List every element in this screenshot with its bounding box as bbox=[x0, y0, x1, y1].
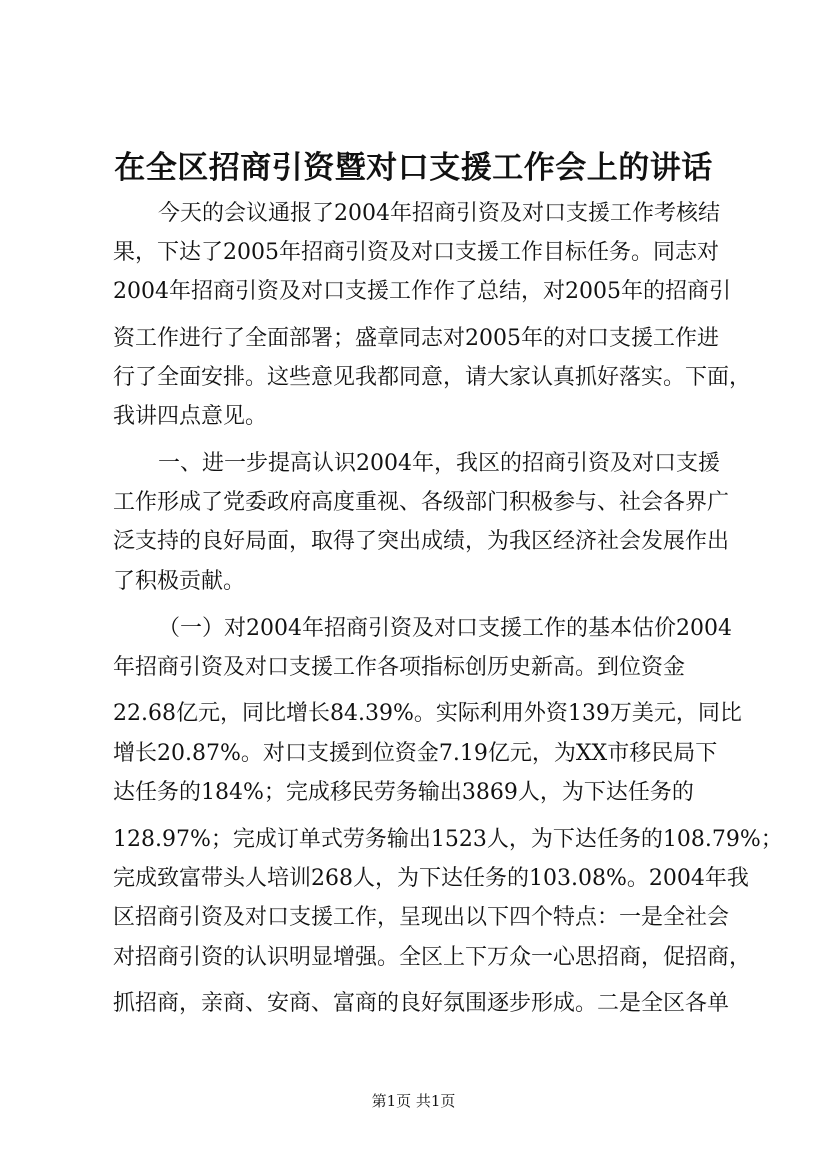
body-line: 一、进一步提高认识2004年，我区的招商引资及对口支援 bbox=[158, 451, 720, 476]
body-line: 工作形成了党委政府高度重视、各级部门积极参与、社会各界广 bbox=[113, 490, 730, 515]
body-line: 达任务的184%；完成移民劳务输出3869人，为下达任务的 bbox=[113, 780, 694, 805]
document-title: 在全区招商引资暨对口支援工作会上的讲话 bbox=[114, 150, 713, 186]
body-line: 今天的会议通报了2004年招商引资及对口支援工作考核结 bbox=[158, 201, 720, 226]
body-line: 128.97%；完成订单式劳务输出1523人，为下达任务的108.79%； bbox=[113, 827, 783, 852]
body-line: 泛支持的良好局面，取得了突出成绩，为我区经济社会发展作出 bbox=[113, 529, 730, 554]
body-line: 22.68亿元，同比增长84.39%。实际利用外资139万美元，同比 bbox=[113, 701, 742, 726]
body-line: 果，下达了2005年招商引资及对口支援工作目标任务。同志对 bbox=[113, 240, 719, 265]
body-line: 对招商引资的认识明显增强。全区上下万众一心思招商，促招商， bbox=[113, 945, 752, 970]
body-line: 了积极贡献。 bbox=[113, 569, 246, 594]
body-line: 2004年招商引资及对口支援工作作了总结，对2005年的招商引 bbox=[113, 279, 731, 304]
body-line: 增长20.87%。对口支援到位资金7.19亿元，为XX市移民局下 bbox=[113, 741, 718, 766]
body-line: 年招商引资及对口支援工作各项指标创历史新高。到位资金 bbox=[113, 655, 686, 680]
page-number: 第1页 共1页 bbox=[371, 1092, 456, 1110]
body-line: 完成致富带头人培训268人，为下达任务的103.08%。2004年我 bbox=[113, 866, 749, 891]
body-line: 区招商引资及对口支援工作，呈现出以下四个特点：一是全社会 bbox=[113, 905, 730, 930]
body-line: 行了全面安排。这些意见我都同意，请大家认真抓好落实。下面， bbox=[113, 365, 752, 390]
body-line: （一）对2004年招商引资及对口支援工作的基本估价2004 bbox=[158, 616, 732, 641]
body-line: 资工作进行了全面部署；盛章同志对2005年的对口支援工作进 bbox=[113, 326, 719, 351]
body-line: 抓招商，亲商、安商、富商的良好氛围逐步形成。二是全区各单 bbox=[113, 991, 730, 1016]
body-line: 我讲四点意见。 bbox=[113, 404, 268, 429]
